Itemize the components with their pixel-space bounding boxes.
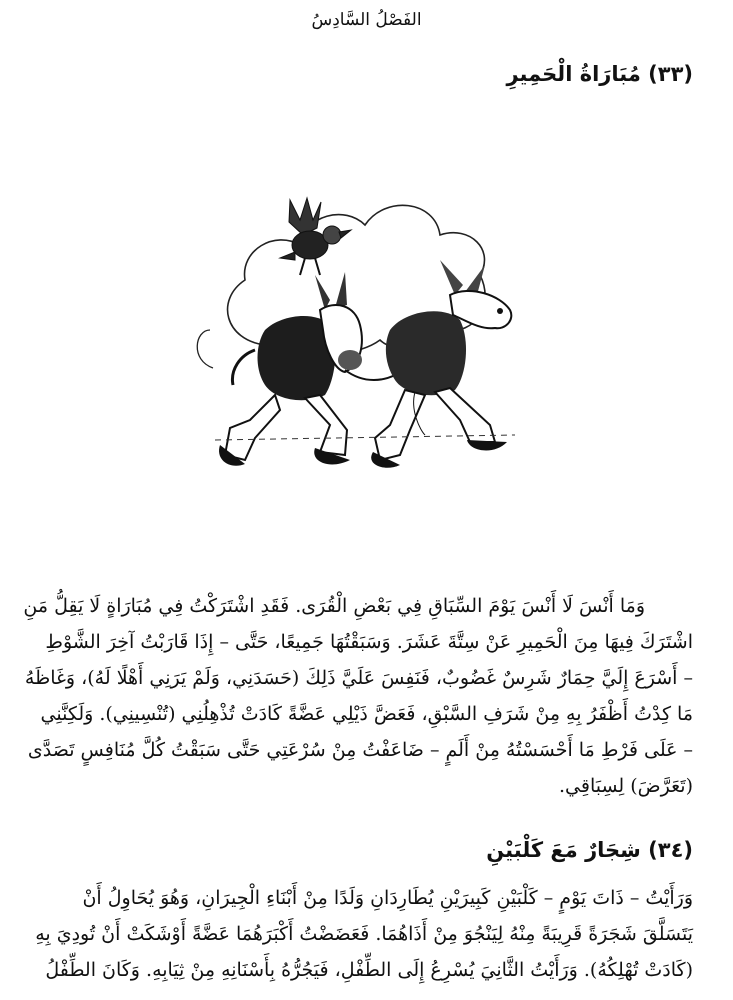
section-33-body bbox=[23, 588, 693, 804]
bird-figure bbox=[280, 198, 351, 275]
section-34-body bbox=[35, 880, 693, 988]
section-33-heading: (٣٣) مُبَارَاةُ الْحَمِيرِ bbox=[506, 62, 693, 86]
text-line: يَتَسَلَّقَ شَجَرَةً قَرِيبَةً مِنْهُ لِيَنْجُوَ مِنْ أَذَاهُمَا. فَعَضَضْتُ أَكْبَرَهُمَا عَضَّةً أَوْشَكَتْ أَنْ تُودِيَ بِهِ bbox=[35, 923, 693, 945]
section-34-heading: (٣٤) شِجَارٌ مَعَ كَلْبَيْنِ bbox=[486, 838, 693, 862]
text-line: اشْتَرَكَ فِيهَا مِنَ الْحَمِيرِ عَنْ سِتَّةَ عَشَرَ. وَسَبَقْتُهَا جَمِيعًا، حَتَّى – إِذَا قَارَبْتُ آخِرَ الشَّوْطِ bbox=[45, 631, 693, 653]
text-line: – عَلَى فَرْطِ مَا أَحْسَسْتُهُ مِنْ أَلَمٍ – ضَاعَفْتُ مِنْ سُرْعَتِي حَتَّى سَبَقْتُ كُلَّ مُنَافِسٍ تَصَدَّى bbox=[27, 739, 693, 761]
donkey-race-illustration bbox=[195, 180, 540, 480]
text-line: (كَادَتْ تُهْلِكُهُ). وَرَأَيْتُ الثَّانِيَ يُسْرِعُ إِلَى الطِّفْلِ، فَيَجُرُّهُ بِأَسْنَانِهِ مِنْ ثِيَابِهِ. وَكَانَ الطِّفْلُ bbox=[45, 959, 693, 981]
text-line: مَا كِدْتُ أَظْفَرُ بِهِ مِنْ شَرَفِ السَّبْقِ، فَعَضَّ ذَيْلِي عَضَّةً كَادَتْ تُذْهِلُنِي (تُنْسِينِي). وَلَكِنَّنِي bbox=[40, 703, 693, 725]
text-line: – أَسْرَعَ إِلَيَّ حِمَارٌ شَرِسٌ غَضُوبٌ، فَنَفِسَ عَلَيَّ ذَلِكَ (حَسَدَنِي، وَلَمْ يَرَنِي أَهْلًا لَهُ)، وَغَاظَهُ bbox=[24, 667, 693, 689]
chapter-title: الفَصْلُ السَّادِسُ bbox=[311, 10, 422, 30]
left-donkey bbox=[219, 272, 362, 466]
text-line: وَمَا أَنْسَ لَا أَنْسَ يَوْمَ السِّبَاقِ فِي بَعْضِ الْقُرَى. فَقَدِ اشْتَرَكْتُ فِي مُبَارَاةٍ لَا يَقِلُّ مَنِ bbox=[23, 595, 645, 617]
text-line: (تَعَرَّضَ) لِسِبَاقِي. bbox=[559, 775, 693, 797]
text-line: وَرَأَيْتُ – ذَاتَ يَوْمٍ – كَلْبَيْنِ كَبِيرَيْنِ يُطَارِدَانِ وَلَدًا مِنْ أَبْنَاءِ الْجِيرَانِ، وَهُوَ يُحَاوِلُ أَنْ bbox=[82, 887, 693, 909]
